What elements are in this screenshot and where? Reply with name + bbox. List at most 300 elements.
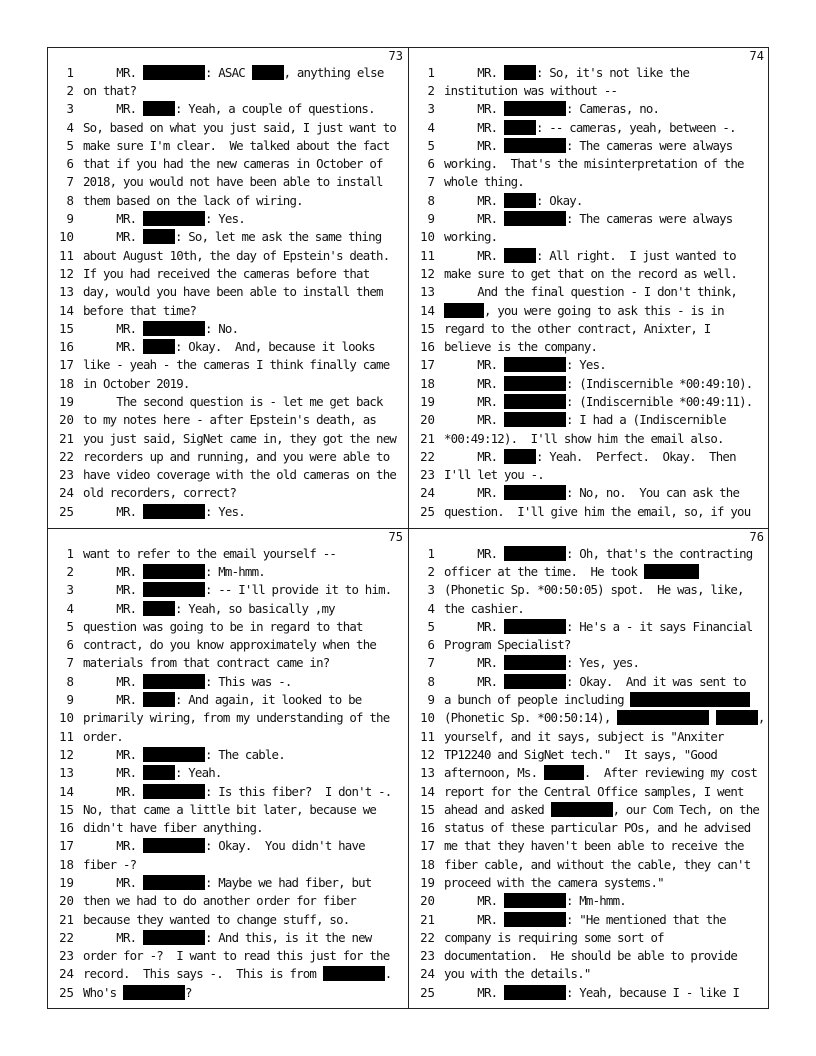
line-number: 5	[66, 137, 74, 153]
redaction-bar	[504, 101, 566, 116]
line-number: 19	[420, 393, 435, 409]
line-text: fiber cable, and without the cable, they can't	[444, 856, 751, 872]
line-text: question. I'll give him the email, so, if you	[444, 503, 751, 519]
redaction-bar	[504, 674, 566, 689]
line-number: 4	[427, 119, 435, 135]
redaction-bar	[143, 211, 205, 226]
line-text: order for -? I want to read this just for the	[83, 948, 390, 964]
line-text: me that they haven't been able to receive the	[444, 838, 744, 854]
line-text: If you had received the cameras before that	[83, 265, 370, 281]
transcript-line	[409, 374, 769, 392]
line-number: 18	[59, 375, 74, 391]
transcript-line	[48, 356, 408, 374]
line-text: MR. : So, it's not like the	[444, 64, 690, 80]
transcript-line	[409, 264, 769, 282]
redaction-bar	[143, 674, 205, 689]
page-75	[48, 529, 408, 1009]
transcript-line	[48, 301, 408, 319]
line-number: 13	[59, 765, 74, 781]
line-text: MR. : All right. I just wanted to	[444, 247, 736, 263]
line-text: MR. : (Indiscernible *00:49:11).	[444, 393, 753, 409]
transcript-line	[48, 319, 408, 337]
redaction-bar	[143, 930, 205, 945]
transcript-line	[48, 484, 408, 502]
line-text: report for the Central Office samples, I went	[444, 783, 744, 799]
line-number: 16	[59, 820, 74, 836]
redaction-bar	[143, 838, 205, 853]
redaction-bar	[504, 357, 566, 372]
line-text: believe is the company.	[444, 339, 598, 355]
line-number: 20	[420, 893, 435, 909]
line-text: working.	[444, 229, 498, 245]
line-number: 21	[420, 911, 435, 927]
line-text: MR. : Yes, yes.	[444, 655, 640, 671]
transcript-line	[409, 484, 769, 502]
transcript-line	[48, 63, 408, 81]
line-text: Who's ?	[83, 984, 192, 1000]
transcript-sheet	[47, 47, 769, 1009]
transcript-line	[409, 447, 769, 465]
redaction-bar	[504, 893, 566, 908]
line-text: MR. : Oh, that's the contracting	[444, 545, 753, 561]
page-number: 73	[388, 49, 403, 63]
transcript-line	[48, 873, 408, 891]
line-text: MR. : The cable.	[83, 746, 285, 762]
transcript-line	[409, 892, 769, 910]
redaction-bar	[504, 449, 536, 464]
redaction-bar	[323, 966, 385, 981]
line-text: MR. : Yeah, because I - like I	[444, 984, 740, 1000]
transcript-line	[48, 100, 408, 118]
redaction-bar	[551, 802, 613, 817]
transcript-line	[48, 154, 408, 172]
line-text: you with the details."	[444, 966, 591, 982]
transcript-line	[48, 782, 408, 800]
line-text: 2018, you would not have been able to install	[83, 174, 383, 190]
transcript-line	[409, 228, 769, 246]
line-number: 1	[66, 64, 74, 80]
transcript-line	[409, 118, 769, 136]
line-number: 23	[420, 948, 435, 964]
redaction-bar	[444, 303, 484, 318]
redaction-bar	[123, 985, 185, 1000]
line-text: whole thing.	[444, 174, 524, 190]
line-number: 13	[420, 284, 435, 300]
transcript-line	[48, 392, 408, 410]
line-text: MR. : Yeah, a couple of questions.	[83, 101, 375, 117]
transcript-line	[48, 818, 408, 836]
transcript-line	[48, 447, 408, 465]
line-number: 22	[420, 448, 435, 464]
line-number: 3	[427, 582, 435, 598]
transcript-line	[409, 764, 769, 782]
line-number: 9	[427, 692, 435, 708]
line-text: (Phonetic Sp. *00:50:14), ,	[444, 710, 765, 726]
transcript-line	[409, 855, 769, 873]
page-lines	[48, 544, 408, 1001]
line-text: didn't have fiber anything.	[83, 820, 263, 836]
redaction-bar	[143, 321, 205, 336]
line-text: MR. : Mm-hmm.	[83, 563, 265, 579]
line-text: I'll let you -.	[444, 467, 544, 483]
line-number: 2	[427, 82, 435, 98]
line-number: 23	[420, 467, 435, 483]
redaction-bar	[143, 564, 205, 579]
redaction-bar	[504, 485, 566, 500]
line-number: 13	[420, 765, 435, 781]
redaction-bar	[504, 546, 566, 561]
redaction-bar	[504, 985, 566, 1000]
transcript-line	[409, 392, 769, 410]
line-number: 21	[59, 911, 74, 927]
line-number: 21	[420, 430, 435, 446]
transcript-line	[409, 209, 769, 227]
line-text: want to refer to the email yourself --	[83, 545, 337, 561]
line-number: 7	[427, 655, 435, 671]
page-76	[409, 529, 769, 1009]
line-text: you just said, SigNet came in, they got the new	[83, 430, 397, 446]
line-number: 1	[427, 64, 435, 80]
line-text: MR. : Okay.	[444, 192, 583, 208]
transcript-line	[409, 544, 769, 562]
line-number: 5	[66, 618, 74, 634]
line-text: So, based on what you just said, I just want to	[83, 119, 397, 135]
page-number: 74	[749, 49, 764, 63]
page-number: 75	[388, 530, 403, 544]
page-lines	[409, 63, 769, 520]
line-number: 7	[66, 174, 74, 190]
transcript-line	[409, 672, 769, 690]
line-number: 4	[427, 600, 435, 616]
line-text: MR. : And this, is it the new	[83, 929, 372, 945]
line-text: primarily wiring, from my understanding of the	[83, 710, 390, 726]
line-text: fiber -?	[83, 856, 137, 872]
line-text: MR. : Yeah. Perfect. Okay. Then	[444, 448, 736, 464]
redaction-bar	[504, 248, 536, 263]
transcript-line	[48, 81, 408, 99]
line-number: 14	[420, 783, 435, 799]
line-text: documentation. He should be able to provide	[444, 948, 738, 964]
line-text: MR. : Yeah, so basically ,my	[83, 600, 335, 616]
redaction-bar	[504, 376, 566, 391]
line-number: 6	[427, 156, 435, 172]
redaction-bar	[504, 211, 566, 226]
line-text: make sure to get that on the record as well.	[444, 265, 738, 281]
line-text: like - yeah - the cameras I think finally came	[83, 357, 390, 373]
line-number: 16	[420, 820, 435, 836]
transcript-line	[409, 411, 769, 429]
line-number: 12	[59, 746, 74, 762]
line-text: MR. : Maybe we had fiber, but	[83, 874, 372, 890]
transcript-line	[48, 672, 408, 690]
line-number: 21	[59, 430, 74, 446]
redaction-bar	[504, 394, 566, 409]
transcript-line	[409, 356, 769, 374]
line-number: 24	[420, 966, 435, 982]
transcript-line	[409, 100, 769, 118]
transcript-line	[409, 581, 769, 599]
transcript-line	[48, 654, 408, 672]
line-number: 4	[66, 600, 74, 616]
line-text: MR. : The cameras were always	[444, 211, 733, 227]
page-73	[48, 48, 408, 528]
line-number: 1	[66, 545, 74, 561]
transcript-line	[48, 892, 408, 910]
line-text: a bunch of people including	[444, 692, 769, 707]
line-number: 12	[420, 265, 435, 281]
transcript-line	[409, 983, 769, 1001]
line-number: 14	[420, 302, 435, 318]
transcript-line	[48, 337, 408, 355]
line-number: 11	[59, 247, 74, 263]
line-number: 7	[66, 655, 74, 671]
transcript-line	[409, 154, 769, 172]
transcript-line	[48, 709, 408, 727]
line-text: MR. : Okay. And, because it looks	[83, 339, 375, 355]
transcript-line	[409, 301, 769, 319]
line-number: 3	[66, 101, 74, 117]
transcript-line	[48, 837, 408, 855]
line-text: MR. : So, let me ask the same thing	[83, 229, 382, 245]
line-number: 12	[420, 746, 435, 762]
transcript-line	[409, 965, 769, 983]
redaction-bar	[143, 582, 205, 597]
line-text: because they wanted to change stuff, so.	[83, 911, 350, 927]
redaction-bar	[143, 692, 175, 707]
transcript-line	[48, 983, 408, 1001]
line-number: 23	[59, 948, 74, 964]
transcript-line	[409, 837, 769, 855]
line-number: 2	[66, 82, 74, 98]
line-number: 13	[59, 284, 74, 300]
line-text: MR. : (Indiscernible *00:49:10).	[444, 375, 753, 391]
redaction-bar	[143, 601, 175, 616]
transcript-line	[409, 246, 769, 264]
redaction-bar	[252, 65, 284, 80]
line-number: 2	[427, 563, 435, 579]
line-text: working. That's the misinterpretation of the	[444, 156, 744, 172]
redaction-bar	[716, 710, 758, 725]
redaction-bar	[630, 692, 750, 707]
line-text: And the final question - I don't think,	[444, 284, 738, 300]
line-number: 10	[420, 229, 435, 245]
line-number: 18	[59, 856, 74, 872]
transcript-line	[48, 191, 408, 209]
redaction-bar	[143, 784, 205, 799]
line-number: 15	[420, 801, 435, 817]
line-text: to my notes here - after Epstein's death, as	[83, 412, 377, 428]
transcript-line	[409, 727, 769, 745]
line-text: No, that came a little bit later, because we	[83, 801, 377, 817]
transcript-line	[409, 337, 769, 355]
line-number: 5	[427, 137, 435, 153]
line-number: 8	[66, 192, 74, 208]
line-number: 25	[420, 984, 435, 1000]
line-text: MR. : "He mentioned that the	[444, 911, 726, 927]
line-text: officer at the time. He took	[444, 564, 769, 579]
line-number: 10	[420, 710, 435, 726]
transcript-line	[409, 947, 769, 965]
line-number: 9	[427, 211, 435, 227]
line-text: on that?	[83, 82, 137, 98]
line-number: 6	[66, 156, 74, 172]
line-text: day, would you have been able to install them	[83, 284, 383, 300]
transcript-line	[409, 818, 769, 836]
line-number: 16	[59, 339, 74, 355]
redaction-bar	[143, 747, 205, 762]
transcript-line	[48, 635, 408, 653]
line-text: afternoon, Ms. . After reviewing my cost	[444, 765, 758, 781]
transcript-line	[409, 466, 769, 484]
line-text: regard to the other contract, Anixter, I	[444, 320, 711, 336]
line-number: 20	[59, 412, 74, 428]
line-text: contract, do you know approximately when the	[83, 637, 377, 653]
transcript-line	[48, 727, 408, 745]
line-text: MR. : He's a - it says Financial	[444, 618, 753, 634]
line-text: MR. : I had a (Indiscernible	[444, 412, 726, 428]
transcript-line	[409, 191, 769, 209]
line-text: MR. : -- cameras, yeah, between -.	[444, 119, 736, 135]
transcript-line	[409, 81, 769, 99]
transcript-line	[48, 745, 408, 763]
transcript-line	[48, 429, 408, 447]
line-number: 2	[66, 563, 74, 579]
line-number: 14	[59, 302, 74, 318]
transcript-line	[409, 709, 769, 727]
transcript-line	[48, 599, 408, 617]
line-number: 22	[59, 448, 74, 464]
line-text: MR. : Cameras, no.	[444, 101, 660, 117]
line-number: 17	[59, 838, 74, 854]
line-text: TP12240 and SigNet tech." It says, "Good	[444, 746, 718, 762]
page-74	[409, 48, 769, 528]
transcript-line	[409, 429, 769, 447]
transcript-line	[409, 319, 769, 337]
transcript-line	[48, 544, 408, 562]
line-text: the cashier.	[444, 600, 524, 616]
line-number: 3	[427, 101, 435, 117]
line-number: 22	[59, 929, 74, 945]
line-number: 15	[59, 801, 74, 817]
line-text: MR. : Yeah.	[83, 765, 222, 781]
line-number: 24	[59, 485, 74, 501]
line-text: materials from that contract came in?	[83, 655, 330, 671]
line-number: 9	[66, 692, 74, 708]
transcript-line	[48, 855, 408, 873]
line-text: about August 10th, the day of Epstein's death.	[83, 247, 390, 263]
line-number: 19	[420, 874, 435, 890]
transcript-line	[48, 502, 408, 520]
redaction-bar	[504, 412, 566, 427]
line-text: MR. : -- I'll provide it to him.	[83, 582, 392, 598]
redaction-bar	[143, 339, 175, 354]
transcript-line	[409, 745, 769, 763]
line-text: question was going to be in regard to that	[83, 618, 363, 634]
transcript-line	[48, 411, 408, 429]
transcript-line	[409, 800, 769, 818]
line-number: 17	[420, 357, 435, 373]
line-text: MR. : This was -.	[83, 673, 292, 689]
line-number: 4	[66, 119, 74, 135]
transcript-line	[409, 690, 769, 708]
redaction-bar	[644, 564, 699, 579]
redaction-bar	[617, 710, 709, 725]
transcript-line	[409, 173, 769, 191]
line-number: 3	[66, 582, 74, 598]
transcript-line	[409, 928, 769, 946]
line-text: company is requiring some sort of	[444, 929, 664, 945]
line-number: 20	[420, 412, 435, 428]
line-text: institution was without --	[444, 82, 618, 98]
line-text: make sure I'm clear. We talked about the fact	[83, 137, 390, 153]
line-number: 10	[59, 710, 74, 726]
line-number: 25	[420, 503, 435, 519]
line-number: 8	[66, 673, 74, 689]
redaction-bar	[504, 138, 566, 153]
transcript-line	[409, 617, 769, 635]
redaction-bar	[504, 619, 566, 634]
transcript-line	[48, 136, 408, 154]
redaction-bar	[504, 120, 536, 135]
line-text: then we had to do another order for fiber	[83, 893, 357, 909]
transcript-line	[48, 800, 408, 818]
transcript-line	[48, 374, 408, 392]
transcript-line	[48, 466, 408, 484]
redaction-bar	[504, 65, 536, 80]
line-number: 7	[427, 174, 435, 190]
line-number: 23	[59, 467, 74, 483]
line-text: record. This says -. This is from .	[83, 966, 392, 982]
line-text: order.	[83, 728, 123, 744]
transcript-line	[409, 502, 769, 520]
line-text: in October 2019.	[83, 375, 190, 391]
transcript-line	[48, 581, 408, 599]
line-text: MR. : And again, it looked to be	[83, 692, 362, 708]
transcript-line	[409, 654, 769, 672]
redaction-bar	[143, 875, 205, 890]
transcript-line	[409, 562, 769, 580]
line-number: 16	[420, 339, 435, 355]
transcript-line	[409, 910, 769, 928]
line-number: 24	[420, 485, 435, 501]
transcript-line	[48, 228, 408, 246]
line-number: 24	[59, 966, 74, 982]
line-text: MR. : Okay. And it was sent to	[444, 673, 746, 689]
page-number: 76	[749, 530, 764, 544]
line-text: (Phonetic Sp. *00:50:05) spot. He was, like,	[444, 582, 744, 598]
redaction-bar	[544, 765, 584, 780]
redaction-bar	[504, 193, 536, 208]
line-number: 22	[420, 929, 435, 945]
line-number: 1	[427, 545, 435, 561]
line-text: before that time?	[83, 302, 197, 318]
transcript-line	[409, 63, 769, 81]
transcript-line	[48, 910, 408, 928]
transcript-line	[48, 246, 408, 264]
transcript-line	[409, 782, 769, 800]
line-number: 11	[420, 728, 435, 744]
transcript-line	[48, 264, 408, 282]
redaction-bar	[143, 504, 205, 519]
redaction-bar	[143, 765, 175, 780]
transcript-line	[48, 562, 408, 580]
line-text: MR. : Is this fiber? I don't -.	[83, 783, 392, 799]
page-lines	[48, 63, 408, 520]
line-number: 20	[59, 893, 74, 909]
line-text: that if you had the new cameras in October of	[83, 156, 383, 172]
line-text: The second question is - let me get back	[83, 393, 383, 409]
transcript-line	[409, 873, 769, 891]
